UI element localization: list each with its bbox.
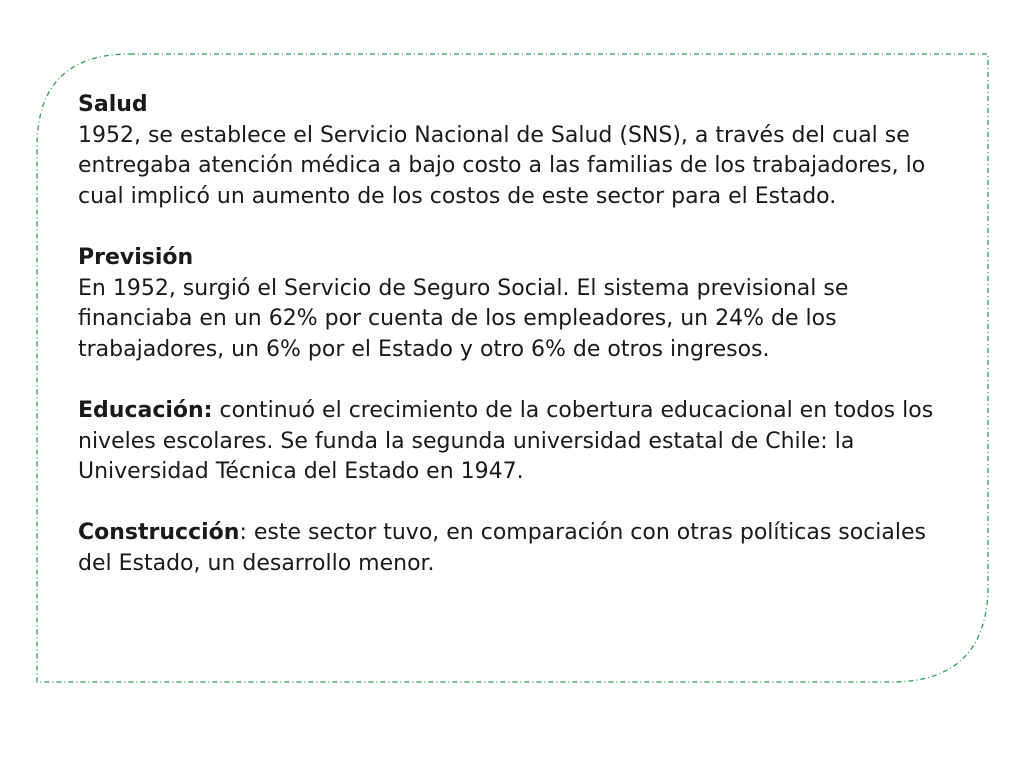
text-content xyxy=(78,90,958,580)
paragraph-educacion: continuó el crecimiento de la cobertura educacional en todos los niveles escolares. Se funda la segunda universidad estatal de Chile: la Universidad Técnica del Estado en 1947. xyxy=(78,397,934,485)
paragraph-prevision: En 1952, surgió el Servicio de Seguro Social. El sistema previsional se financiaba en un 62% por cuenta de los empleadores, un 24% de los trabajadores, un 6% por el Estado y otro 6% de otros ingresos. xyxy=(78,275,849,362)
heading-prevision: Previsión xyxy=(78,244,194,270)
heading-construccion: Construcción xyxy=(78,520,240,546)
section-construccion xyxy=(78,518,958,579)
heading-educacion: Educación: xyxy=(78,397,213,423)
paragraph-construccion: : este sector tuvo, en comparación con otras políticas sociales del Estado, un desarrollo menor. xyxy=(78,520,926,576)
paragraph-salud: 1952, se establece el Servicio Nacional de Salud (SNS), a través del cual se entregaba atención médica a bajo costo a las familias de los trabajadores, lo cual implicó un aumento de los costos de este sector para el Estado. xyxy=(78,122,926,209)
section-salud xyxy=(78,90,958,212)
section-educacion xyxy=(78,396,958,488)
section-prevision xyxy=(78,243,958,365)
heading-salud: Salud xyxy=(78,92,148,117)
